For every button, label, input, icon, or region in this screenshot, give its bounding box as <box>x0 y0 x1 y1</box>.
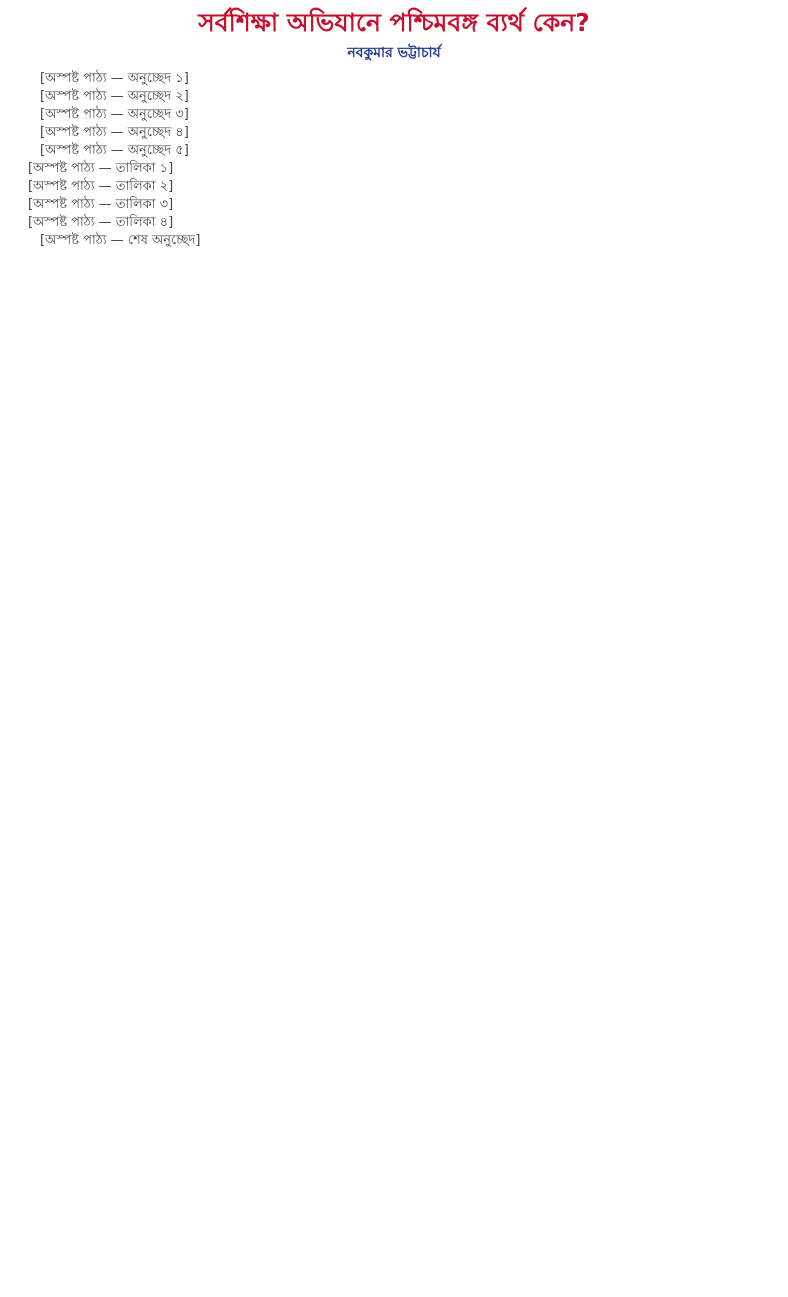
body-paragraph: [অস্পষ্ট পাঠ্য — অনুচ্ছেদ ৫] <box>40 143 189 158</box>
body-paragraph: [অস্পষ্ট পাঠ্য — অনুচ্ছেদ ২] <box>40 89 189 104</box>
list-item: [অস্পষ্ট পাঠ্য — তালিকা ২] <box>28 179 174 194</box>
list-item: [অস্পষ্ট পাঠ্য — তালিকা ৩] <box>28 197 174 212</box>
article-headline: সর্বশিক্ষা অভিযানে পশ্চিমবঙ্গ ব্যর্থ কেন? <box>198 8 590 37</box>
reasons-list <box>14 160 774 232</box>
list-item: [অস্পষ্ট পাঠ্য — তালিকা ১] <box>28 161 174 176</box>
list-item: [অস্পষ্ট পাঠ্য — তালিকা ৪] <box>28 215 174 230</box>
body-paragraph: [অস্পষ্ট পাঠ্য — অনুচ্ছেদ ৪] <box>40 125 189 140</box>
closing-section <box>14 232 774 250</box>
article-body <box>14 70 774 160</box>
closing-paragraph: [অস্পষ্ট পাঠ্য — শেষ অনুচ্ছেদ] <box>40 233 201 248</box>
body-paragraph: [অস্পষ্ট পাঠ্য — অনুচ্ছেদ ১] <box>40 71 189 86</box>
article-byline: নবকুমার ভট্টাচার্য <box>347 45 441 61</box>
body-paragraph: [অস্পষ্ট পাঠ্য — অনুচ্ছেদ ৩] <box>40 107 189 122</box>
